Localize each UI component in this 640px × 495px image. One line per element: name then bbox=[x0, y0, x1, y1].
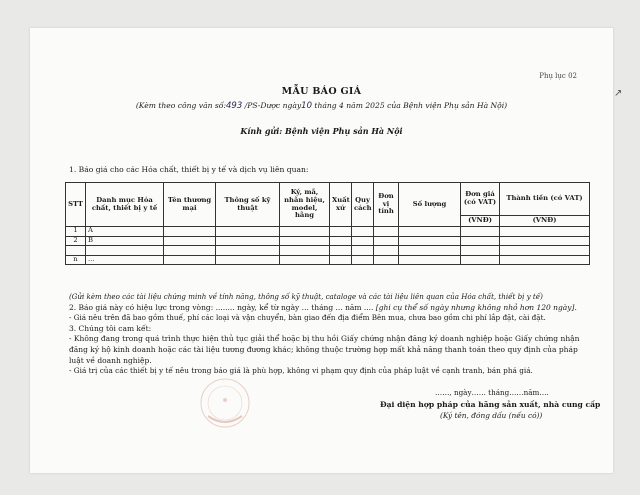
appendix-label: Phụ lục 02 bbox=[539, 72, 577, 80]
signature-date: ……, ngày…… tháng……năm…. bbox=[435, 388, 549, 397]
greeting: Kính gửi: Bệnh viện Phụ sản Hà Nội bbox=[240, 126, 403, 136]
header-unit-price-currency: (VNĐ) bbox=[461, 216, 500, 227]
notes-section bbox=[69, 292, 589, 377]
header-unit: Đơn vị tính bbox=[374, 183, 399, 227]
header-unit-price: Đơn giá (có VAT) bbox=[461, 183, 500, 216]
document-subtitle: (Kèm theo công văn số:493 /PS-Dược ngày10 tháng 4 năm 2025 của Bệnh viện Phụ sản Hà Nội) bbox=[135, 101, 508, 111]
header-brand: Tên thương mại bbox=[164, 183, 216, 227]
section-intro: 1. Báo giá cho các Hóa chất, thiết bị y tế và dịch vụ liên quan: bbox=[69, 165, 309, 174]
header-total-currency: (VNĐ) bbox=[500, 216, 590, 227]
faded-seal-stamp bbox=[198, 376, 252, 430]
header-packing: Quy cách bbox=[352, 183, 374, 227]
validity-note: 2. Báo giá này có hiệu lực trong vòng: ........ ngày, kể từ ngày ... tháng ... năm .... [ghi cụ thể số ngày nhưng không nhỏ hơn 120 ngày]. bbox=[69, 302, 577, 312]
commitment-2: - Giá trị của các thiết bị y tế nêu trong báo giá là phù hợp, không vi phạm quy định của pháp luật về cạnh tranh, bán phá giá. bbox=[69, 366, 533, 376]
handwritten-mark: ↗ bbox=[614, 88, 623, 99]
header-qty: Số lượng bbox=[399, 183, 461, 227]
header-category: Danh mục Hóa chất, thiết bị y tế bbox=[86, 183, 164, 227]
signature-representative: Đại diện hợp pháp của hãng sản xuất, nhà cung cấp bbox=[380, 400, 601, 409]
header-origin: Xuất xứ bbox=[330, 183, 352, 227]
signature-note: (Ký tên, đóng dấu (nếu có)) bbox=[440, 411, 543, 420]
header-total: Thành tiền (có VAT) bbox=[500, 183, 590, 216]
table-row: n ... bbox=[66, 255, 590, 265]
header-stt: STT bbox=[66, 183, 86, 227]
document-page bbox=[30, 28, 623, 473]
commitment-1: - Không đang trong quá trình thực hiện thủ tục giải thể hoặc bị thu hồi Giấy chứng nhận đăng ký doanh nghiệp hoặc Giấy chứng nhận đăng ký hộ kinh doanh hoặc các tài liệu tương đương khác; không thuộc trường hợp mất khả năng thanh toán theo quy định của pháp luật về doanh nghiệp. bbox=[69, 334, 580, 365]
header-model: Ký, mã, nhãn hiệu, model, hãng bbox=[280, 183, 330, 227]
handwritten-doc-number: 493 bbox=[226, 101, 243, 111]
handwritten-day: 10 bbox=[301, 101, 312, 111]
price-inclusion-note: - Giá nêu trên đã bao gồm thuế, phí các loại và vận chuyển, bàn giao đến địa điểm Bên mua, chưa bao gồm chi phí lắp đặt, cài đặt. bbox=[69, 313, 546, 323]
table-row bbox=[66, 246, 590, 256]
attachment-note: (Gửi kèm theo các tài liệu chứng minh về tính năng, thông số kỹ thuật, cataloge và các tài liệu liên quan của Hóa chất, thiết bị y tế) bbox=[69, 292, 543, 301]
commitment-heading: 3. Chúng tôi cam kết: bbox=[69, 323, 152, 333]
table-row: 1 A bbox=[66, 227, 590, 237]
header-specs: Thông số kỹ thuật bbox=[216, 183, 280, 227]
table-row: 2 B bbox=[66, 236, 590, 246]
quote-table bbox=[65, 182, 590, 265]
document-title: MẪU BÁO GIÁ bbox=[281, 86, 362, 97]
